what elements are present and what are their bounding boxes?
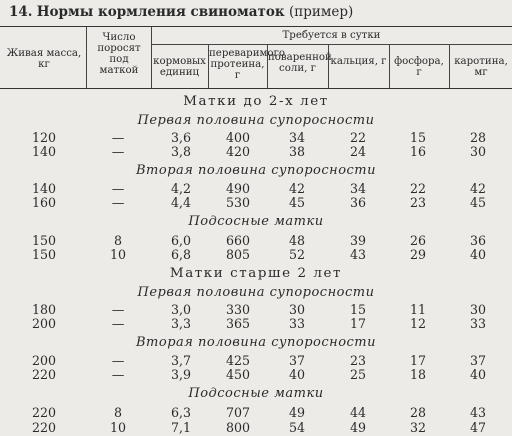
table-cell: 3,3: [170, 316, 192, 331]
table-cell: 25: [349, 367, 367, 382]
table-cell: 22: [409, 181, 427, 196]
header-col-feed-units: кормовых единиц: [153, 56, 206, 78]
table-cell: 8: [113, 405, 122, 420]
table-cell: 39: [349, 233, 367, 248]
table-cell: 54: [288, 420, 306, 435]
subsection-heading: Вторая половина супоросности: [135, 335, 377, 350]
table-title-text: Нормы кормления свиноматок: [36, 4, 285, 20]
table-cell: 29: [409, 247, 427, 262]
subsection-heading: Вторая половина супоросности: [135, 163, 377, 178]
header-top-rule: [0, 26, 512, 27]
section-heading: Матки до 2-х лет: [183, 94, 329, 109]
table-row: [0, 181, 512, 195]
table-row: [0, 247, 512, 261]
table-cell: 23: [409, 195, 427, 210]
table-cell: 4,2: [170, 181, 192, 196]
table-cell: 34: [349, 181, 367, 196]
table-cell: 18: [409, 367, 427, 382]
table-cell: 150: [31, 233, 57, 248]
subsection-heading: Подсосные матки: [188, 214, 324, 229]
table-cell: 330: [225, 302, 251, 317]
table-cell: 15: [409, 130, 427, 145]
table-cell: 49: [288, 405, 306, 420]
table-title-note: (пример): [288, 4, 354, 20]
table-cell: 6,8: [170, 247, 192, 262]
table-cell: 45: [288, 195, 306, 210]
table-cell: 420: [225, 144, 251, 159]
table-cell: 47: [469, 420, 487, 435]
table-cell: 30: [288, 302, 306, 317]
table-row: [0, 195, 512, 209]
table-cell: 24: [349, 144, 367, 159]
table-cell: 37: [288, 353, 306, 368]
table-cell: 26: [409, 233, 427, 248]
header-piglets: Число поросят под маткой: [97, 32, 141, 76]
table-cell: 48: [288, 233, 306, 248]
header-col-calcium: кальция, г: [330, 56, 387, 67]
table-row: [0, 353, 512, 367]
table-cell: 10: [109, 247, 127, 262]
table-cell: 425: [225, 353, 251, 368]
table-row: [0, 367, 512, 381]
table-cell: —: [111, 316, 125, 331]
table-number: 14.: [9, 4, 33, 20]
table-row: [0, 144, 512, 158]
table-row: [0, 316, 512, 330]
table-cell: —: [111, 353, 125, 368]
table-cell: 30: [469, 144, 487, 159]
table-row: [0, 233, 512, 247]
table-cell: 15: [349, 302, 367, 317]
table-cell: 220: [31, 367, 57, 382]
table-cell: 38: [288, 144, 306, 159]
table-cell: 7,1: [170, 420, 192, 435]
table-cell: 140: [31, 181, 57, 196]
table-cell: 34: [288, 130, 306, 145]
table-cell: 28: [469, 130, 487, 145]
table-cell: 150: [31, 247, 57, 262]
table-cell: 530: [225, 195, 251, 210]
table-cell: 33: [288, 316, 306, 331]
table-cell: —: [111, 181, 125, 196]
subsection-heading: Первая половина супоросности: [137, 113, 375, 128]
table-cell: 45: [469, 195, 487, 210]
table-cell: 44: [349, 405, 367, 420]
subsection-heading: Первая половина супоросности: [137, 285, 375, 300]
table-cell: 6,3: [170, 405, 192, 420]
table-cell: 22: [349, 130, 367, 145]
table-cell: 33: [469, 316, 487, 331]
table-cell: 3,6: [170, 130, 192, 145]
table-cell: 800: [225, 420, 251, 435]
table-cell: 42: [288, 181, 306, 196]
table-cell: —: [111, 195, 125, 210]
table-cell: 220: [31, 405, 57, 420]
table-cell: 120: [31, 130, 57, 145]
table-cell: 400: [225, 130, 251, 145]
table-row: [0, 420, 512, 434]
table-cell: 16: [409, 144, 427, 159]
table-cell: 4,4: [170, 195, 192, 210]
table-cell: 140: [31, 144, 57, 159]
table-cell: 40: [288, 367, 306, 382]
table-cell: 8: [113, 233, 122, 248]
table-cell: —: [111, 130, 125, 145]
table-cell: 10: [109, 420, 127, 435]
table-cell: 707: [225, 405, 251, 420]
table-cell: 52: [288, 247, 306, 262]
table-cell: 660: [225, 233, 251, 248]
table-cell: 450: [225, 367, 251, 382]
table-cell: 28: [409, 405, 427, 420]
table-cell: 17: [349, 316, 367, 331]
table-cell: 200: [31, 353, 57, 368]
table-cell: 43: [469, 405, 487, 420]
header-col-carotene: каротина, мг: [454, 56, 508, 78]
table-cell: 11: [409, 302, 427, 317]
table-cell: 17: [409, 353, 427, 368]
table-cell: 6,0: [170, 233, 192, 248]
table-cell: 160: [31, 195, 57, 210]
table-cell: 490: [225, 181, 251, 196]
header-col-phosphorus: фосфора, г: [394, 56, 444, 78]
table-title: [9, 4, 353, 20]
header-bottom-rule: [0, 88, 512, 89]
header-required-per-day: Требуется в сутки: [282, 30, 381, 41]
table-cell: —: [111, 367, 125, 382]
table-cell: 23: [349, 353, 367, 368]
table-cell: 365: [225, 316, 251, 331]
table-cell: —: [111, 144, 125, 159]
table-row: [0, 130, 512, 144]
header-divider: [86, 27, 87, 88]
table-cell: 37: [469, 353, 487, 368]
table-cell: 42: [469, 181, 487, 196]
table-row: [0, 405, 512, 419]
table-cell: 36: [349, 195, 367, 210]
table-row: [0, 302, 512, 316]
table-cell: 43: [349, 247, 367, 262]
header-col-salt: поваренной соли, г: [268, 52, 332, 74]
table-cell: 36: [469, 233, 487, 248]
table-cell: 40: [469, 367, 487, 382]
header-live-mass: Живая масса, кг: [6, 48, 82, 70]
table-cell: 49: [349, 420, 367, 435]
table-cell: 180: [31, 302, 57, 317]
subsection-heading: Подсосные матки: [188, 386, 324, 401]
table-cell: 30: [469, 302, 487, 317]
section-heading: Матки старше 2 лет: [169, 266, 343, 281]
table-cell: 3,7: [170, 353, 192, 368]
table-cell: 3,0: [170, 302, 192, 317]
table-cell: 3,8: [170, 144, 192, 159]
table-cell: 32: [409, 420, 427, 435]
table-cell: 200: [31, 316, 57, 331]
table-cell: 12: [409, 316, 427, 331]
header-subrule: [151, 44, 512, 45]
table-cell: —: [111, 302, 125, 317]
table-cell: 3,9: [170, 367, 192, 382]
table-cell: 220: [31, 420, 57, 435]
table-cell: 805: [225, 247, 251, 262]
table-cell: 40: [469, 247, 487, 262]
header-col-protein: переваримого протеина, г: [209, 48, 286, 81]
